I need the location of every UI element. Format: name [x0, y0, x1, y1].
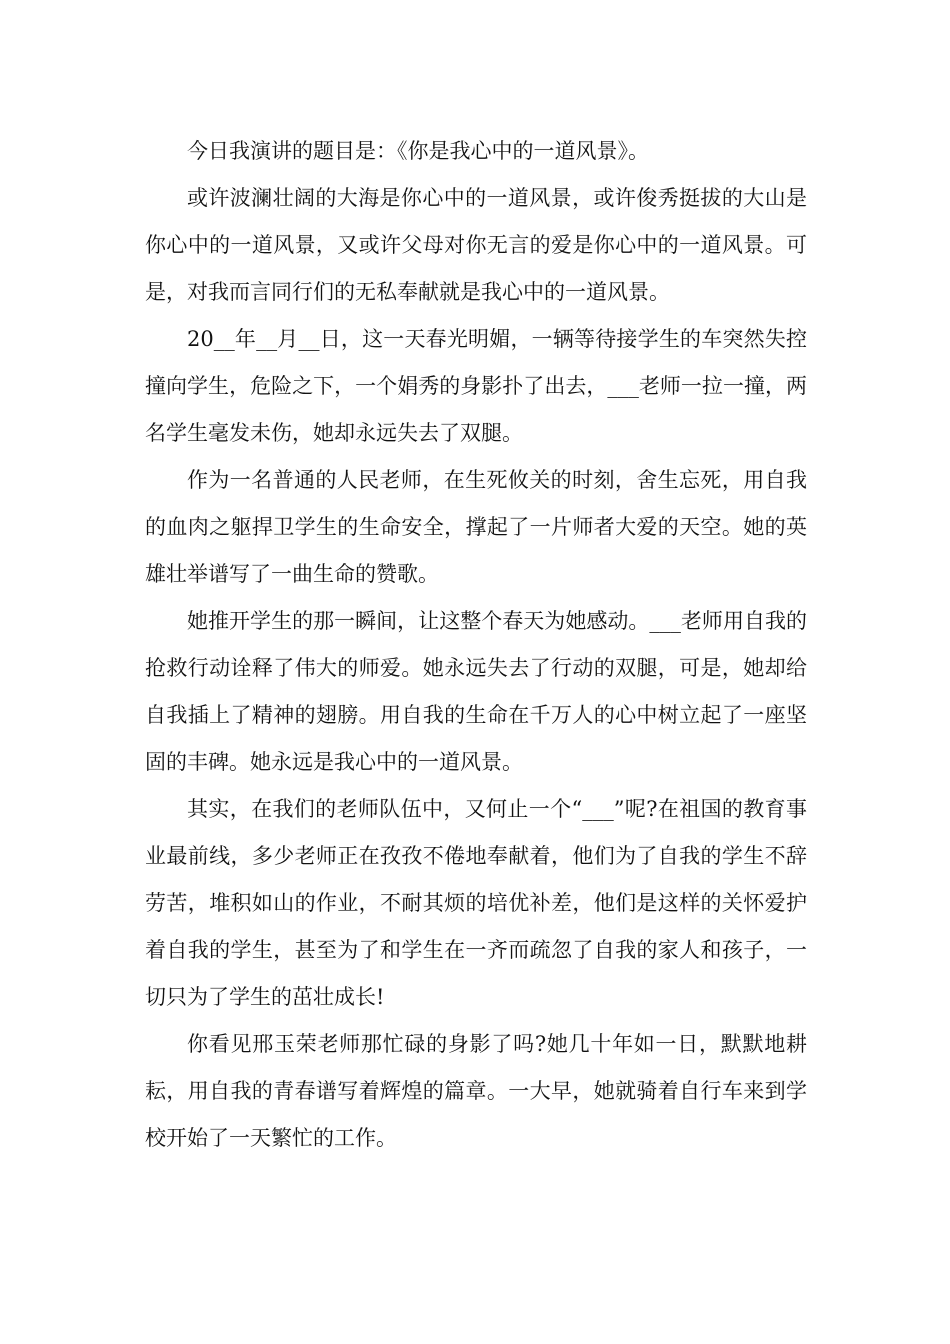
paragraph-3: 20__年__月__日，这一天春光明媚，一辆等待接学生的车突然失控撞向学生，危险之下，一个娟秀的身影扑了出去，___老师一拉一撞，两名学生毫发未伤，她却永远失去了双腿。 [145, 327, 807, 445]
paragraph-4: 作为一名普通的人民老师，在生死攸关的时刻，舍生忘死，用自我的血肉之躯捍卫学生的生命安全，撑起了一片师者大爱的天空。她的英雄壮举谱写了一曲生命的赞歌。 [145, 468, 807, 586]
paragraph-6: 其实，在我们的老师队伍中，又何止一个“___”呢?在祖国的教育事业最前线，多少老师正在孜孜不倦地奉献着，他们为了自我的学生不辞劳苦，堆积如山的作业，不耐其烦的培优补差，他们是这样的关怀爱护着自我的学生，甚至为了和学生在一齐而疏忽了自我的家人和孩子，一切只为了学生的茁壮成长! [145, 797, 807, 1009]
document-body [145, 128, 807, 1162]
paragraph-5: 她推开学生的那一瞬间，让这整个春天为她感动。___老师用自我的抢救行动诠释了伟大的师爱。她永远失去了行动的双腿，可是，她却给自我插上了精神的翅膀。用自我的生命在千万人的心中树立起了一座坚固的丰碑。她永远是我心中的一道风景。 [145, 609, 807, 774]
paragraph-2: 或许波澜壮阔的大海是你心中的一道风景，或许俊秀挺拔的大山是你心中的一道风景，又或许父母对你无言的爱是你心中的一道风景。可是，对我而言同行们的无私奉献就是我心中的一道风景。 [145, 186, 807, 304]
paragraph-7: 你看见邢玉荣老师那忙碌的身影了吗?她几十年如一日，默默地耕耘，用自我的青春谱写着辉煌的篇章。一大早，她就骑着自行车来到学校开始了一天繁忙的工作。 [145, 1032, 807, 1150]
paragraph-1: 今日我演讲的题目是：《你是我心中的一道风景》。 [187, 139, 649, 163]
